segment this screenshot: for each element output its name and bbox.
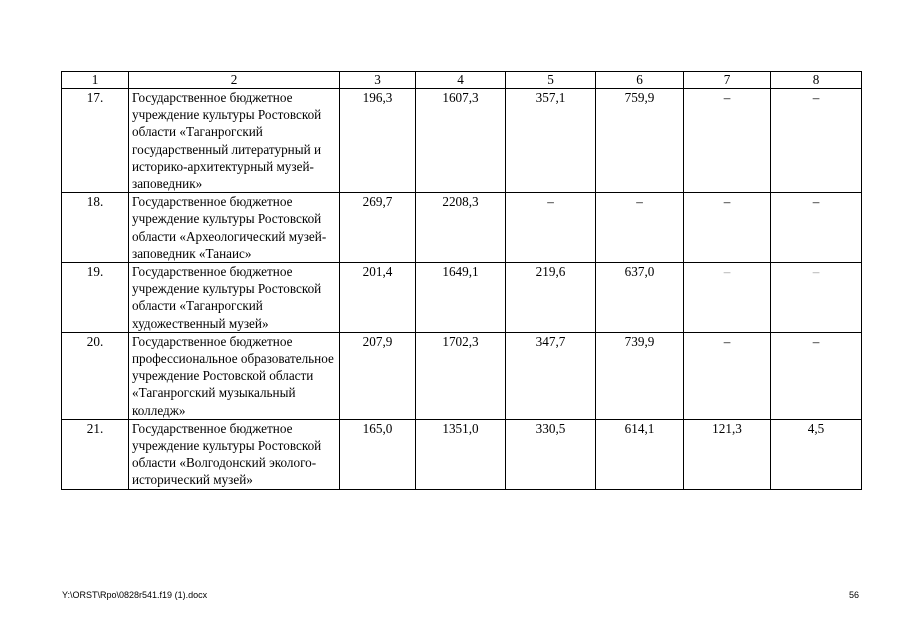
- institution-name: Государственное бюджетное учреждение культуры Ростовской области «Таганрогский художественный музей»: [129, 263, 340, 333]
- column-header: 5: [506, 72, 596, 89]
- value-col-4: 1702,3: [416, 332, 506, 419]
- institution-name: Государственное бюджетное учреждение культуры Ростовской области «Таганрогский государственный литературный и историко-архитектурный музей-заповедник»: [129, 89, 340, 193]
- value-col-4: 1607,3: [416, 89, 506, 193]
- column-header: 3: [340, 72, 416, 89]
- institution-name: Государственное бюджетное профессиональное образовательное учреждение Ростовской области «Таганрогский музыкальный колледж»: [129, 332, 340, 419]
- column-header: 1: [62, 72, 129, 89]
- row-number: 21.: [62, 419, 129, 489]
- value-col-6: 759,9: [596, 89, 684, 193]
- value-col-3: 207,9: [340, 332, 416, 419]
- value-col-6: 614,1: [596, 419, 684, 489]
- table-row: [62, 193, 862, 263]
- table-row: [62, 332, 862, 419]
- institution-name: Государственное бюджетное учреждение культуры Ростовской области «Волгодонский эколого-исторический музей»: [129, 419, 340, 489]
- value-col-8: –: [771, 89, 862, 193]
- value-col-3: 165,0: [340, 419, 416, 489]
- value-col-8: 4,5: [771, 419, 862, 489]
- table-row: [62, 419, 862, 489]
- table-header-row: [62, 72, 862, 89]
- row-number: 19.: [62, 263, 129, 333]
- column-header: 8: [771, 72, 862, 89]
- value-col-5: 347,7: [506, 332, 596, 419]
- value-col-5: 330,5: [506, 419, 596, 489]
- value-col-3: 201,4: [340, 263, 416, 333]
- value-col-3: 196,3: [340, 89, 416, 193]
- value-col-7: –: [684, 332, 771, 419]
- row-number: 17.: [62, 89, 129, 193]
- value-col-4: 2208,3: [416, 193, 506, 263]
- row-number: 18.: [62, 193, 129, 263]
- value-col-3: 269,7: [340, 193, 416, 263]
- value-col-8: –: [771, 263, 862, 333]
- value-col-7: –: [684, 89, 771, 193]
- institution-name: Государственное бюджетное учреждение культуры Ростовской области «Археологический музей-заповедник «Танаис»: [129, 193, 340, 263]
- column-header: 2: [129, 72, 340, 89]
- value-col-7: 121,3: [684, 419, 771, 489]
- value-col-4: 1649,1: [416, 263, 506, 333]
- page-number: 56: [848, 590, 859, 600]
- value-col-5: 219,6: [506, 263, 596, 333]
- value-col-8: –: [771, 332, 862, 419]
- data-table: [61, 71, 862, 490]
- table-row: [62, 89, 862, 193]
- column-header: 6: [596, 72, 684, 89]
- value-col-5: 357,1: [506, 89, 596, 193]
- value-col-7: –: [684, 263, 771, 333]
- table-row: [62, 263, 862, 333]
- value-col-8: –: [771, 193, 862, 263]
- column-header: 4: [416, 72, 506, 89]
- column-header: 7: [684, 72, 771, 89]
- value-col-6: 637,0: [596, 263, 684, 333]
- value-col-6: –: [596, 193, 684, 263]
- value-col-4: 1351,0: [416, 419, 506, 489]
- footer-file-path: Y:\ORST\Rpo\0828r541.f19 (1).docx: [62, 590, 208, 600]
- value-col-5: –: [506, 193, 596, 263]
- value-col-6: 739,9: [596, 332, 684, 419]
- row-number: 20.: [62, 332, 129, 419]
- value-col-7: –: [684, 193, 771, 263]
